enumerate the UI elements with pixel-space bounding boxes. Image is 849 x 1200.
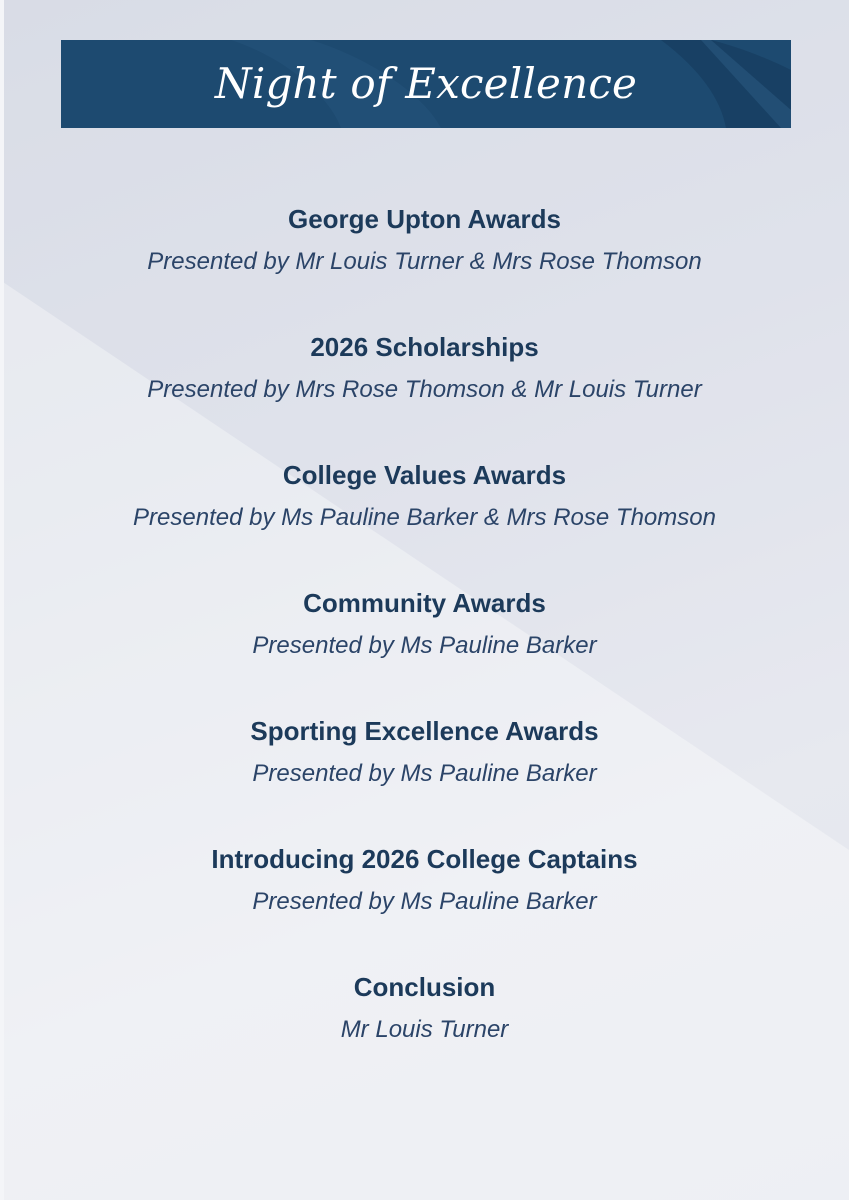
program-item: [0, 580, 849, 708]
program-item-presenter: Presented by Ms Pauline Barker: [252, 888, 597, 915]
title-banner: [61, 40, 791, 128]
program-list: [0, 196, 849, 1092]
program-item-title: Introducing 2026 College Captains: [211, 844, 638, 874]
program-item-presenter: Presented by Mrs Rose Thomson & Mr Louis Turner: [147, 376, 702, 403]
program-item-presenter: Presented by Ms Pauline Barker & Mrs Rose Thomson: [133, 504, 716, 531]
program-item-presenter: Presented by Ms Pauline Barker: [252, 760, 597, 787]
program-item: [0, 964, 849, 1092]
program-item: [0, 708, 849, 836]
program-item-presenter: Presented by Mr Louis Turner & Mrs Rose Thomson: [147, 248, 702, 275]
program-item-title: 2026 Scholarships: [310, 332, 539, 362]
program-item: [0, 452, 849, 580]
program-item-presenter: Mr Louis Turner: [340, 1016, 509, 1043]
program-item-title: Conclusion: [353, 972, 496, 1002]
program-item: [0, 324, 849, 452]
program-item-presenter: Presented by Ms Pauline Barker: [252, 632, 597, 659]
program-item-title: College Values Awards: [282, 460, 567, 490]
program-item: [0, 836, 849, 964]
program-item-title: George Upton Awards: [287, 204, 562, 234]
page-title: Night of Excellence: [214, 59, 638, 108]
program-item: [0, 196, 849, 324]
program-item-title: Community Awards: [303, 588, 546, 618]
program-item-title: Sporting Excellence Awards: [250, 716, 599, 746]
